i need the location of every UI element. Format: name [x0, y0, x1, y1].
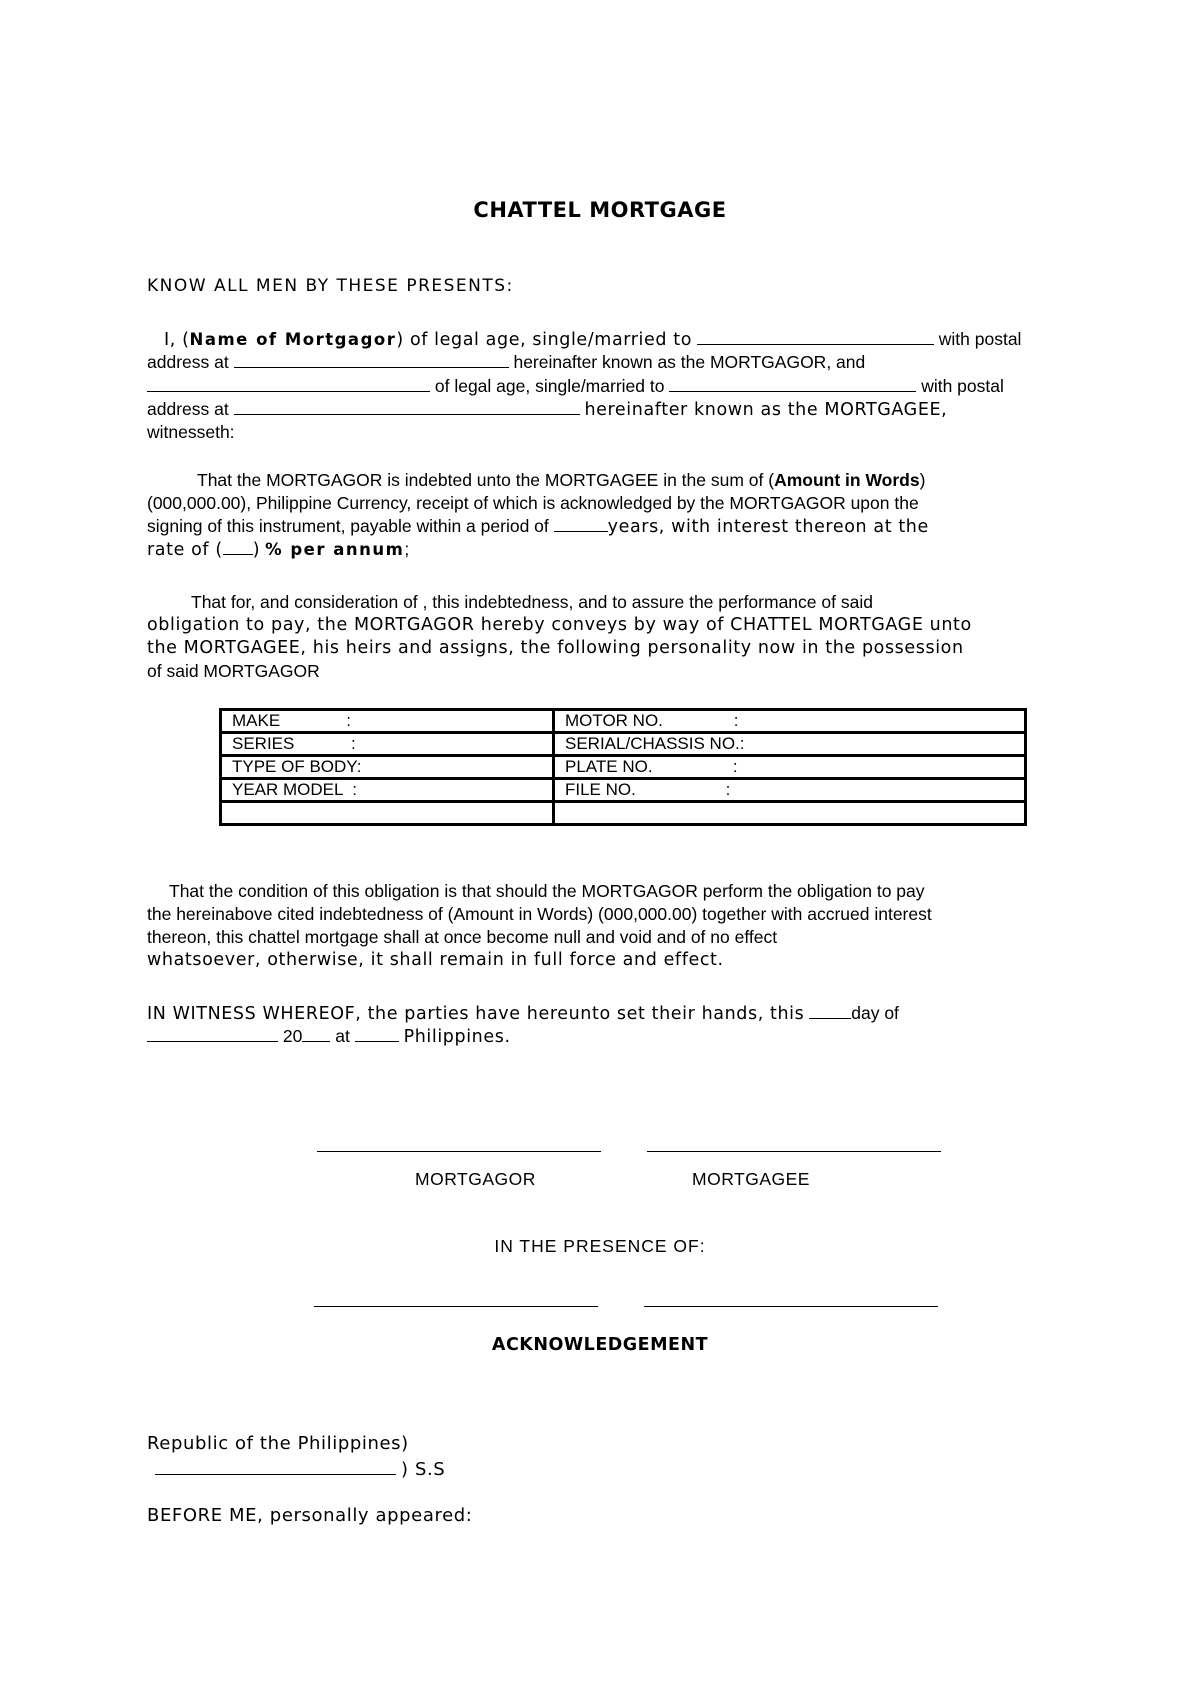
table-cell-right: PLATE NO. : — [554, 756, 1026, 779]
mortgagee-spouse-blank[interactable] — [669, 375, 916, 392]
table-cell-right: SERIAL/CHASSIS NO.: — [554, 733, 1026, 756]
indebtedness-paragraph: That the MORTGAGOR is indebted unto the MORTGAGEE in the sum of (Amount in Words) (000,000.00), Philippine Currency, receipt of which is acknowledged by the MORTGAGOR upon the signing of this instrument, payable within a period of years, with interest thereon at the rate of ( ) % per annum; — [147, 470, 929, 560]
presence-heading: IN THE PRESENCE OF: — [494, 1236, 706, 1256]
interest-rate-blank[interactable] — [223, 538, 253, 555]
acknowledgement-title: ACKNOWLEDGEMENT — [491, 1335, 709, 1355]
witness-paragraph: IN WITNESS WHEREOF, the parties have hereunto set their hands, this day of 20 at Philippines. — [147, 1003, 899, 1047]
parties-paragraph: I, (Name of Mortgagor) of legal age, single/married to with postal address at hereinafter known as the MORTGAGOR, and of legal age, single/married to with postal address at hereinafter known as the MORTGAGEE, witnesseth: — [147, 329, 1022, 442]
mortgagee-signature-line[interactable] — [647, 1151, 941, 1152]
table-row — [221, 733, 1026, 756]
table-row — [221, 779, 1026, 802]
table-cell-left — [221, 802, 554, 825]
table-cell-left: TYPE OF BODY: — [221, 756, 554, 779]
day-blank[interactable] — [809, 1002, 851, 1019]
per-annum-label: % per annum — [265, 540, 405, 559]
mortgagor-name-placeholder: Name of Mortgagor — [189, 330, 397, 349]
year-blank[interactable] — [302, 1025, 330, 1042]
republic-line: Republic of the Philippines) — [147, 1433, 409, 1454]
table-cell-left: MAKE : — [221, 710, 554, 733]
condition-paragraph: That the condition of this obligation is that should the MORTGAGOR perform the obligation to pay the hereinabove cited indebtedness of (Amount in Words) (000,000.00) together with accrued interest thereon, this chattel mortgage shall at once become null and void and of no effect whatsoever, otherwise, it shall remain in full force and effect. — [147, 881, 932, 970]
document-title: CHATTEL MORTGAGE — [473, 198, 727, 222]
place-blank[interactable] — [355, 1025, 399, 1042]
table-cell-right — [554, 802, 1026, 825]
mortgagor-spouse-blank[interactable] — [697, 328, 934, 345]
month-blank[interactable] — [147, 1025, 278, 1042]
witness-2-signature-line[interactable] — [644, 1306, 938, 1307]
table-cell-left: YEAR MODEL : — [221, 779, 554, 802]
mortgagee-address-blank[interactable] — [234, 398, 580, 415]
before-me-line: BEFORE ME, personally appeared: — [147, 1505, 473, 1526]
jurisdiction-line: ) S.S — [155, 1458, 445, 1480]
table-cell-right: MOTOR NO. : — [554, 710, 1026, 733]
mortgagor-label: MORTGAGOR — [415, 1169, 536, 1189]
amount-in-words-placeholder: Amount in Words — [774, 470, 920, 490]
know-all-heading: KNOW ALL MEN BY THESE PRESENTS: — [147, 276, 514, 296]
table-row — [221, 802, 1026, 825]
payment-period-blank[interactable] — [554, 515, 608, 532]
mortgagor-address-blank[interactable] — [234, 351, 509, 368]
table-row — [221, 710, 1026, 733]
mortgagee-label: MORTGAGEE — [692, 1169, 810, 1189]
jurisdiction-blank[interactable] — [155, 1458, 396, 1475]
table-cell-right: FILE NO. : — [554, 779, 1026, 802]
mortgagor-signature-line[interactable] — [317, 1151, 601, 1152]
conveyance-paragraph: That for, and consideration of , this indebtedness, and to assure the performance of said obligation to pay, the MORTGAGOR hereby conveys by way of CHATTEL MORTGAGE unto the MORTGAGEE, his heirs and assigns, the following personality now in the possession of said MORTGAGOR — [147, 592, 972, 681]
table-row — [221, 756, 1026, 779]
vehicle-details-table — [219, 708, 1027, 826]
table-cell-left: SERIES : — [221, 733, 554, 756]
witness-1-signature-line[interactable] — [314, 1306, 598, 1307]
mortgagee-name-blank[interactable] — [147, 375, 430, 392]
